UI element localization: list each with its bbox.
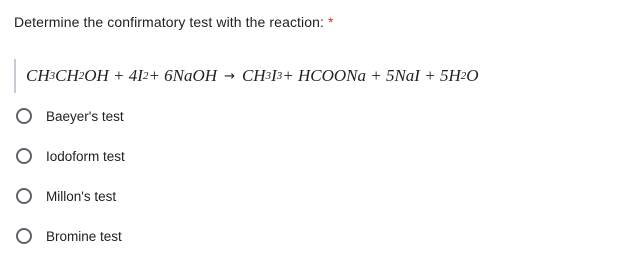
eq-part-7: + HCOONa + 5NaI + 5H (282, 66, 461, 85)
radio-button[interactable] (16, 108, 32, 124)
reaction-equation: CH 3 CH 2 OH + 4I 2 + 6NaOH → CH 3 I 3 + HCOONa + 5NaI + 5H 2 O (14, 59, 479, 93)
eq-part-6: I (271, 66, 277, 85)
question-title (14, 14, 334, 30)
eq-part-3: OH + 4I (84, 66, 143, 85)
option-millons-test[interactable] (14, 185, 116, 207)
eq-part-4: + 6NaOH (148, 66, 218, 85)
eq-part-8: O (466, 66, 479, 85)
radio-button[interactable] (16, 228, 32, 244)
eq-part-1: CH (26, 66, 50, 85)
radio-button[interactable] (16, 188, 32, 204)
option-label: Baeyer's test (46, 108, 124, 124)
option-label: Iodoform test (46, 148, 125, 164)
eq-part-5: CH (241, 66, 266, 85)
radio-button[interactable] (16, 148, 32, 164)
option-label: Millon's test (46, 188, 117, 204)
required-asterisk: * (328, 14, 334, 30)
option-bromine-test[interactable] (14, 225, 122, 247)
option-baeyers-test[interactable] (14, 105, 124, 127)
reaction-arrow-icon: → (224, 68, 235, 84)
option-label: Bromine test (46, 228, 122, 244)
eq-part-2: CH (55, 66, 79, 85)
option-iodoform-test[interactable] (14, 145, 125, 167)
question-text: Determine the confirmatory test with the reaction: (14, 14, 325, 30)
